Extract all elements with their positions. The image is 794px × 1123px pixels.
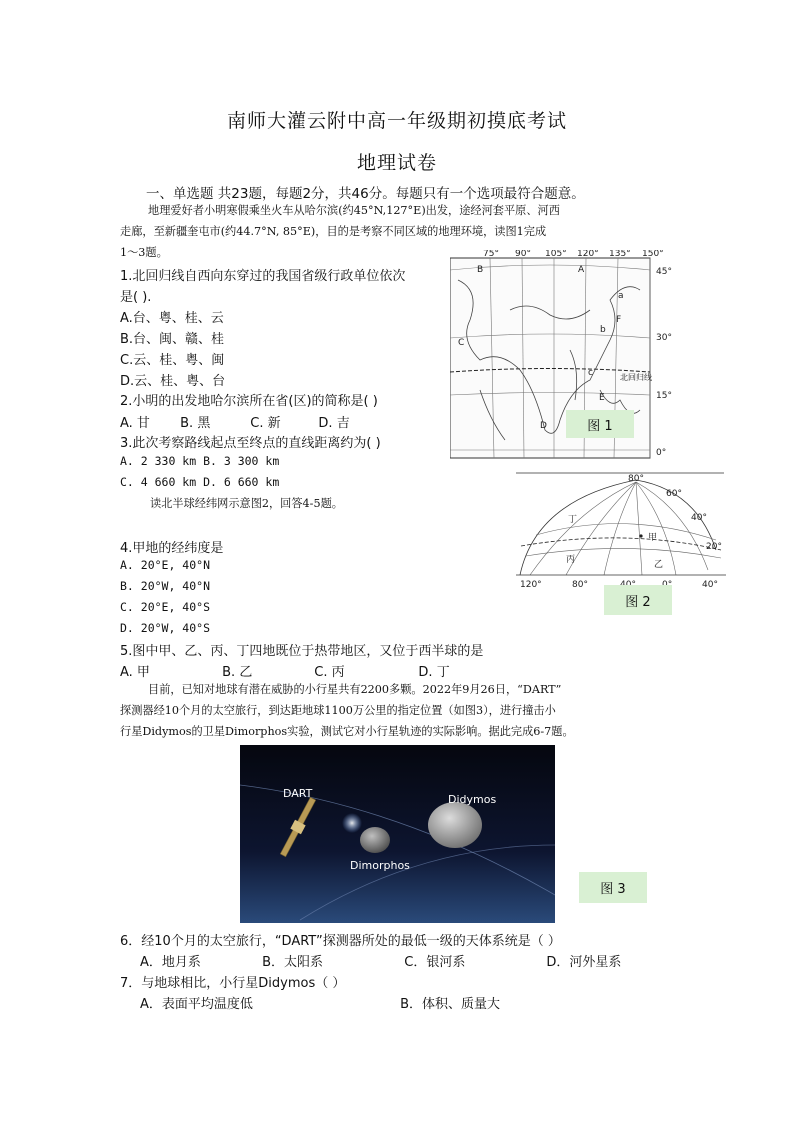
q5-options: [120, 661, 450, 680]
q7-options: [140, 993, 500, 1012]
map-right-label-0: 0°: [656, 448, 667, 458]
q3-stem: 3.此次考察路线起点至终点的直线距离约为( ): [120, 436, 381, 451]
graticule-place-bing: 丙: [566, 555, 576, 565]
q4-option-a: A. 20°E, 40°N: [120, 558, 211, 572]
q3-options-line-1: A. 2 330 km B. 3 300 km: [120, 454, 280, 468]
map-letter-f: F: [616, 315, 622, 325]
map-top-label-120: 120°: [577, 250, 599, 259]
figure-1-caption: 图 1: [566, 410, 634, 438]
figure-1-map: [450, 250, 680, 462]
space-illustration: [240, 745, 555, 923]
map-top-label-150: 150°: [642, 250, 664, 259]
q2-option-d: D. 吉: [318, 416, 350, 431]
graticule-point-jia: [639, 534, 642, 537]
q3-options-line-2: C. 4 660 km D. 6 660 km: [120, 475, 280, 489]
exam-title: 南师大灌云附中高一年级期初摸底考试: [226, 110, 567, 132]
q6-option-a: A．地月系: [140, 955, 201, 970]
figure-3-space-image: [240, 745, 555, 923]
graticule-place-yi: 乙: [654, 560, 664, 570]
map-letter-c-small: c: [588, 368, 593, 378]
q1-option-a: A.台、粤、桂、云: [120, 311, 224, 326]
graticule-bottom-label-40e: 40°: [702, 580, 718, 590]
q6-option-b: B．太阳系: [262, 955, 324, 970]
q1-option-d: D.云、桂、粤、台: [120, 374, 226, 389]
figure-3-caption: 图 3: [579, 872, 647, 903]
q5-option-b: B. 乙: [222, 665, 253, 680]
label-dart: DART: [283, 787, 313, 800]
map-top-label-105: 105°: [545, 250, 567, 259]
graticule-top-label-60: 60°: [666, 489, 682, 499]
q5-option-c: C. 丙: [314, 665, 345, 680]
map-letter-c: C: [458, 338, 465, 348]
figure-2-graticule: [516, 470, 730, 590]
q7-option-a: A．表面平均温度低: [140, 997, 253, 1012]
graticule-graphic: [516, 470, 730, 590]
map-top-label-75: 75°: [483, 250, 499, 259]
intro-paragraph-2: 读北半球经纬网示意图2，回答4-5题。: [150, 497, 343, 510]
q2-options: [120, 412, 350, 431]
map-letter-a: A: [578, 265, 585, 275]
q6-options: [140, 951, 621, 970]
map-letter-b: B: [477, 265, 484, 275]
q1-stem-line-2: 是( ).: [120, 290, 152, 305]
intro-3-line-1: 目前，已知对地球有潜在威胁的小行星共有2200多颗。2022年9月26日，“DART”: [148, 683, 562, 696]
map-letter-e: E: [599, 393, 605, 403]
q2-option-c: C. 新: [250, 416, 281, 431]
section-heading: 一、单选题 共23题，每题2分，共46分。每题只有一个选项最符合题意。: [146, 186, 585, 202]
figure-2-caption: 图 2: [604, 585, 672, 615]
q1-option-c: C.云、桂、粤、闽: [120, 353, 225, 368]
q1-option-b: B.台、闽、赣、桂: [120, 332, 225, 347]
map-right-label-15: 15°: [656, 391, 672, 401]
label-didymos: Didymos: [448, 793, 497, 806]
intro-3-line-3: 行星Didymos的卫星Dimorphos实验，测试它对小行星轨迹的实际影响。据此完成6-7题。: [120, 725, 574, 738]
map-top-label-90: 90°: [515, 250, 531, 259]
q6-stem: 6．经10个月的太空旅行，“DART”探测器所处的最低一级的天体系统是（ ）: [120, 934, 561, 949]
intro-1-line-1: 地理爱好者小明寒假乘坐火车从哈尔滨(约45°N,127°E)出发，途经河套平原、河西: [148, 204, 560, 217]
q5-option-a: A. 甲: [120, 665, 150, 680]
intro-paragraph-3: [120, 679, 690, 742]
q4-stem: 4.甲地的经纬度是: [120, 541, 224, 556]
map-right-label-30: 30°: [656, 333, 672, 343]
map-top-label-135: 135°: [609, 250, 631, 259]
q5-stem: 5.图中甲、乙、丙、丁四地既位于热带地区，又位于西半球的是: [120, 644, 484, 659]
q2-option-a: A. 甘: [120, 416, 150, 431]
label-dimorphos: Dimorphos: [350, 859, 410, 872]
graticule-bottom-label-120w: 120°: [520, 580, 542, 590]
map-letter-d: D: [540, 421, 547, 431]
q2-stem: 2.小明的出发地哈尔滨所在省(区)的简称是( ): [120, 394, 378, 409]
q6-option-c: C．银河系: [404, 955, 466, 970]
q7-stem: 7．与地球相比，小行星Didymos（ ）: [120, 976, 346, 991]
intro-1-line-2: 走廊，至新疆奎屯市(约44.7°N, 85°E)，目的是考察不同区域的地理环境，读图1完成: [120, 225, 547, 238]
q4-option-b: B. 20°W, 40°N: [120, 579, 211, 593]
map-graphic: [450, 250, 680, 462]
graticule-top-label-80: 80°: [628, 474, 644, 484]
graticule-place-jia: 甲: [648, 533, 658, 543]
graticule-bottom-label-80: 80°: [572, 580, 588, 590]
exam-subtitle: 地理试卷: [356, 152, 437, 174]
graticule-top-label-40: 40°: [691, 513, 707, 523]
q2-option-b: B. 黑: [180, 416, 211, 431]
q7-option-b: B．体积、质量大: [400, 997, 501, 1012]
graticule-place-ding: 丁: [568, 515, 578, 525]
map-letter-a-small: a: [618, 291, 624, 301]
q4-option-d: D. 20°W, 40°S: [120, 621, 211, 635]
map-tropic-label: 北回归线: [620, 373, 652, 382]
q1-stem-line-1: 1.北回归线自西向东穿过的我国省级行政单位依次: [120, 269, 406, 284]
map-letter-b-small: b: [600, 325, 606, 335]
intro-3-line-2: 探测器经10个月的太空旅行，到达距地球1100万公里的指定位置（如图3），进行撞击小: [120, 704, 556, 717]
map-right-label-45: 45°: [656, 267, 672, 277]
q6-option-d: D．河外星系: [546, 955, 622, 970]
q5-option-d: D. 丁: [418, 665, 450, 680]
q4-option-c: C. 20°E, 40°S: [120, 600, 211, 614]
graticule-top-label-20: 20°: [706, 542, 722, 552]
intro-1-line-3: 1～3题。: [120, 246, 168, 259]
